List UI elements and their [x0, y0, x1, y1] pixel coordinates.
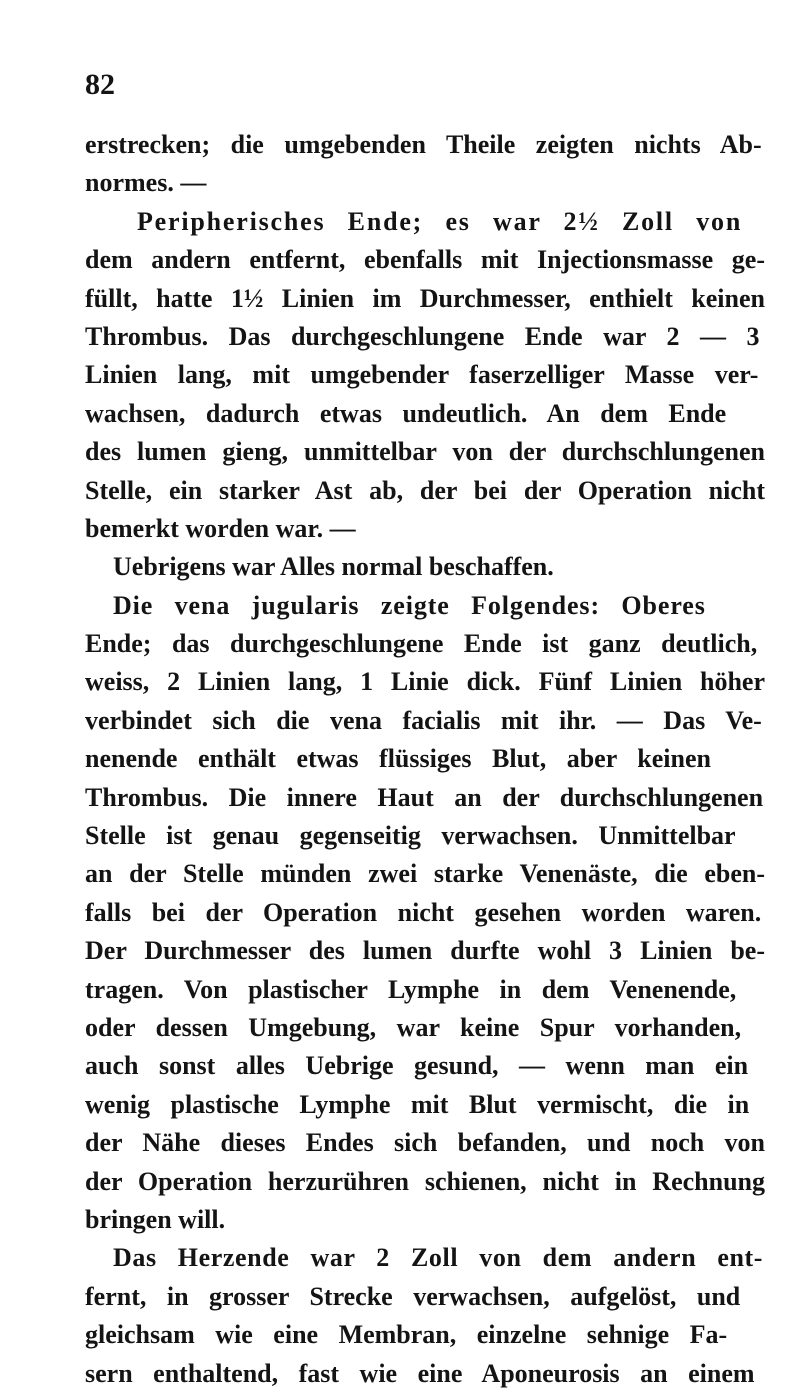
text-line: des lumen gieng, unmittelbar von der durchschlungenen: [85, 437, 765, 467]
text-line: normes. —: [85, 168, 207, 198]
text-line: Stelle ist genau gegenseitig verwachsen. Unmittelbar: [85, 821, 736, 851]
text-line: Das Herzende war 2 Zoll von dem andern ent-: [113, 1243, 764, 1273]
text-line: Stelle, ein starker Ast ab, der bei der Operation nicht: [85, 475, 765, 505]
text-line: gleichsam wie eine Membran, einzelne sehnige Fa-: [85, 1320, 728, 1350]
text-line: verbindet sich die vena facialis mit ihr. — Das Ve-: [85, 705, 762, 735]
text-line: wenig plastische Lymphe mit Blut vermischt, die in: [85, 1089, 750, 1119]
text-line: Die vena jugularis zeigte Folgendes: Oberes: [113, 590, 706, 620]
text-line: falls bei der Operation nicht gesehen worden waren.: [85, 897, 762, 927]
text-line: Der Durchmesser des lumen durfte wohl 3 Linien be-: [85, 936, 765, 966]
text-line: Thrombus. Die innere Haut an der durchschlungenen: [85, 782, 764, 812]
text-line: fernt, in grosser Strecke verwachsen, aufgelöst, und: [85, 1281, 741, 1311]
text-line: Ende; das durchgeschlungene Ende ist ganz deutlich,: [85, 629, 758, 659]
text-line: der Operation herzurühren schienen, nicht in Rechnung: [85, 1166, 765, 1196]
text-line: bringen will.: [85, 1204, 226, 1234]
text-line: dem andern entfernt, ebenfalls mit Injectionsmasse ge-: [85, 245, 765, 275]
body-text: [85, 126, 765, 1393]
text-line: Thrombus. Das durchgeschlungene Ende war 2 — 3: [85, 321, 760, 351]
text-line: oder dessen Umgebung, war keine Spur vorhanden,: [85, 1012, 742, 1042]
text-line: bemerkt worden war. —: [85, 513, 356, 543]
text-line: Uebrigens war Alles normal beschaffen.: [113, 552, 554, 582]
text-line: sern enthaltend, fast wie eine Aponeurosis an einem: [85, 1358, 755, 1388]
text-line: tragen. Von plastischer Lymphe in dem Venenende,: [85, 974, 737, 1004]
text-line: der Nähe dieses Endes sich befanden, und noch von: [85, 1128, 765, 1158]
text-line: füllt, hatte 1½ Linien im Durchmesser, enthielt keinen: [85, 283, 765, 313]
text-line: weiss, 2 Linien lang, 1 Linie dick. Fünf Linien höher: [85, 667, 765, 697]
text-line: Peripherisches Ende; es war 2½ Zoll von: [137, 206, 743, 236]
text-line: erstrecken; die umgebenden Theile zeigten nichts Ab-: [85, 130, 762, 159]
text-line: auch sonst alles Uebrige gesund, — wenn man ein: [85, 1051, 749, 1081]
text-line: an der Stelle münden zwei starke Venenäste, die eben-: [85, 859, 765, 889]
text-line: Linien lang, mit umgebender faserzelliger Masse ver-: [85, 360, 759, 390]
page-number: 82: [85, 68, 115, 101]
text-line: nenende enthält etwas flüssiges Blut, aber keinen: [85, 744, 711, 774]
text-line: wachsen, dadurch etwas undeutlich. An dem Ende: [85, 398, 727, 428]
